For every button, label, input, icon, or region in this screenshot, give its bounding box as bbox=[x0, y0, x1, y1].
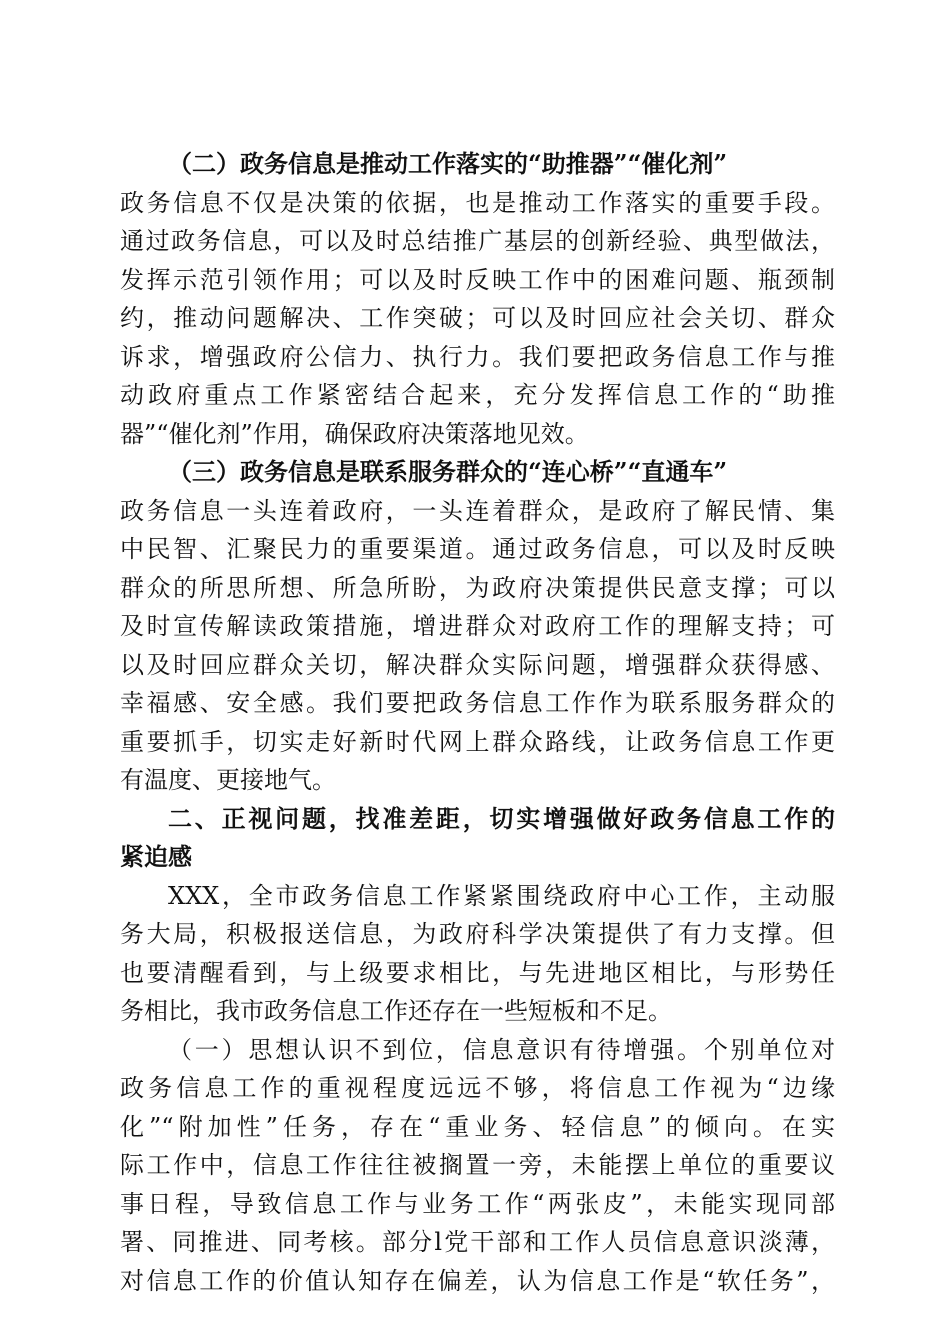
text-line: 署、同推进、同考核。部分l党干部和工作人员信息意识淡薄， bbox=[120, 1228, 835, 1256]
text-line: 对信息工作的价值认知存在偏差，认为信息工作是“软任务”， bbox=[120, 1266, 835, 1295]
text-line: 事日程，导致信息工作与业务工作“两张皮”，未能实现同部 bbox=[120, 1189, 835, 1218]
text-line: 诉求，增强政府公信力、执行力。我们要把政务信息工作与推 bbox=[120, 342, 835, 371]
text-line: 务相比，我市政务信息工作还存在一些短板和不足。 bbox=[120, 997, 672, 1025]
section-title: 二、正视问题，找准差距，切实增强做好政务信息工作的 bbox=[168, 804, 835, 833]
subheading-3: （三）政务信息是联系服务群众的“连心桥”“直通车” bbox=[168, 457, 728, 486]
text-line: 以及时回应群众关切，解决群众实际问题，增强群众获得感、 bbox=[120, 650, 835, 679]
text-line: 群众的所思所想、所急所盼，为政府决策提供民意支撑；可以 bbox=[120, 573, 835, 602]
text-line: 约，推动问题解决、工作突破；可以及时回应社会关切、群众 bbox=[120, 304, 835, 332]
text-line: 化”“附加性”任务，存在“重业务、轻信息”的倾向。在实 bbox=[120, 1112, 835, 1141]
text-line: 动政府重点工作紧密结合起来，充分发挥信息工作的“助推 bbox=[120, 381, 835, 409]
document-body bbox=[120, 145, 835, 1300]
text-line: 政务信息一头连着政府，一头连着群众，是政府了解民情、集 bbox=[120, 496, 835, 525]
text-line: 际工作中，信息工作往往被搁置一旁，未能摆上单位的重要议 bbox=[120, 1151, 835, 1179]
text-line: 也要清醒看到，与上级要求相比，与先进地区相比，与形势任 bbox=[120, 958, 835, 987]
text-line: （一）思想认识不到位，信息意识有待增强。个别单位对 bbox=[168, 1035, 835, 1064]
text-line: 通过政务信息，可以及时总结推广基层的创新经验、典型做法， bbox=[120, 227, 835, 255]
text-line: 中民智、汇聚民力的重要渠道。通过政务信息，可以及时反映 bbox=[120, 535, 835, 563]
text-line: 幸福感、安全感。我们要把政务信息工作作为联系服务群众的 bbox=[120, 689, 835, 717]
text-line: 务大局，积极报送信息，为政府科学决策提供了有力支撑。但 bbox=[120, 920, 835, 948]
text-line: 重要抓手，切实走好新时代网上群众路线，让政务信息工作更 bbox=[120, 727, 835, 756]
section-title-cont: 紧迫感 bbox=[120, 843, 192, 871]
text-line: 发挥示范引领作用；可以及时反映工作中的困难问题、瓶颈制 bbox=[120, 265, 835, 294]
subheading-2: （二）政务信息是推动工作落实的“助推器”“催化剂” bbox=[168, 149, 728, 178]
text-line: 器”“催化剂”作用，确保政府决策落地见效。 bbox=[120, 419, 589, 448]
text-line: 政务信息工作的重视程度远远不够，将信息工作视为“边缘 bbox=[120, 1074, 835, 1102]
text-line: 有温度、更接地气。 bbox=[120, 766, 336, 794]
text-line: 及时宣传解读政策措施，增进群众对政府工作的理解支持；可 bbox=[120, 612, 835, 640]
text-line: XXX，全市政务信息工作紧紧围绕政府中心工作，主动服 bbox=[168, 881, 835, 910]
text-line: 政务信息不仅是决策的依据，也是推动工作落实的重要手段。 bbox=[120, 188, 835, 217]
